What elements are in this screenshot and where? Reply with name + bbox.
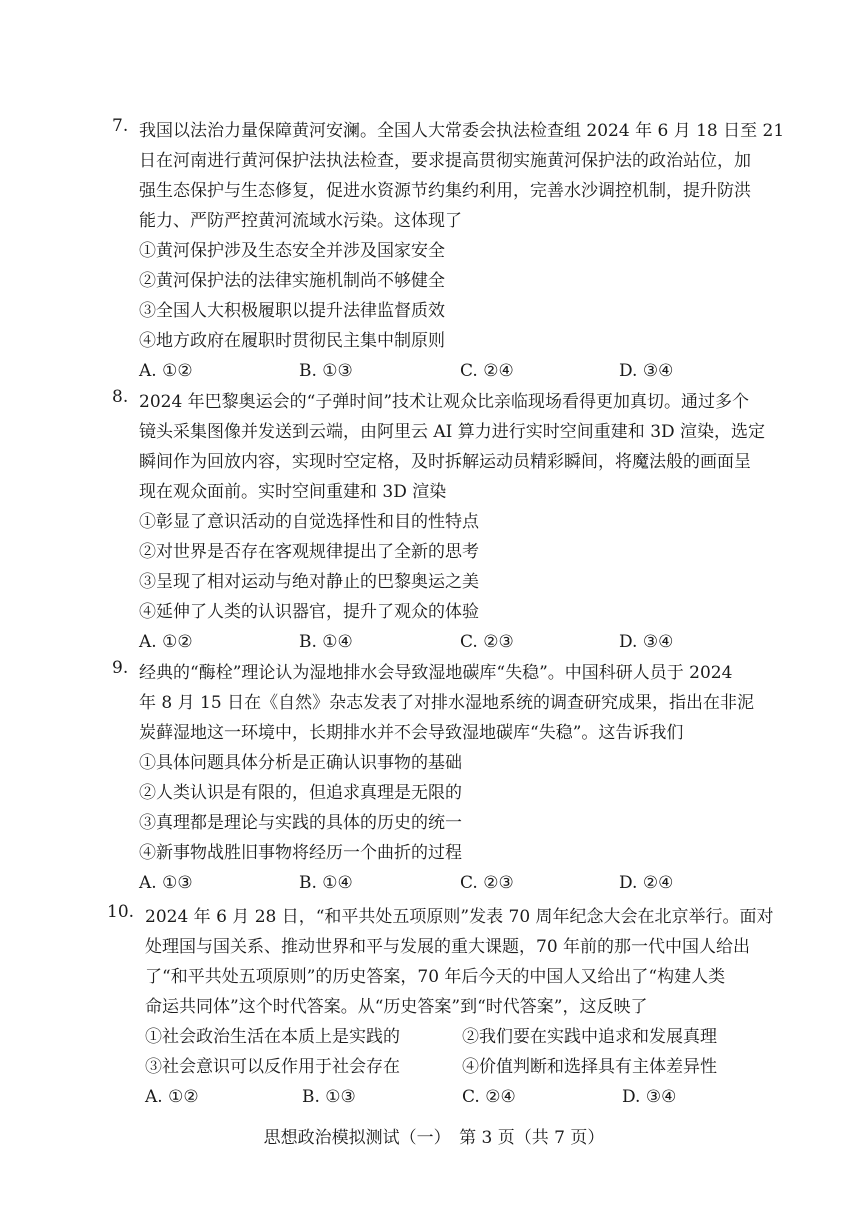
question-number: 9. (112, 658, 129, 678)
statement-item: ①具体问题具体分析是正确认识事物的基础 (139, 753, 462, 773)
choice-c: C. ②③ (460, 632, 514, 652)
stem-line: 了“和平共处五项原则”的历史答案，70 年后今天的中国人又给出了“构建人类 (145, 967, 726, 987)
choice-b: B. ①④ (299, 632, 353, 652)
choice-c: C. ②④ (460, 361, 514, 381)
choice-a: A. ①② (139, 361, 193, 381)
statement-list (112, 748, 772, 868)
statement-item: ②对世界是否存在客观规律提出了全新的思考 (139, 542, 479, 562)
statement-item: ②人类认识是有限的，但追求真理是无限的 (139, 783, 462, 803)
choice-d: D. ②④ (619, 873, 674, 893)
statement-item: ④延伸了人类的认识器官，提升了观众的体验 (139, 602, 479, 622)
choice-b: B. ①③ (302, 1087, 356, 1107)
statement-item: ②黄河保护法的法律实施机制尚不够健全 (139, 271, 445, 291)
stem-line: 年 8 月 15 日在《自然》杂志发表了对排水湿地系统的调查研究成果，指出在非泥 (139, 693, 755, 713)
statement-item: ③全国人大积极履职以提升法律监督质效 (139, 301, 445, 321)
statement-list (112, 236, 772, 356)
statement-item: ①彰显了意识活动的自觉选择性和目的性特点 (139, 512, 479, 532)
stem-line: 强生态保护与生态修复，促进水资源节约集约利用，完善水沙调控机制，提升防洪 (139, 181, 751, 201)
choice-d: D. ③④ (622, 1087, 677, 1107)
question-number: 7. (112, 116, 129, 136)
question-number: 10. (107, 902, 135, 922)
choice-c: C. ②③ (460, 873, 514, 893)
statement-item: ①社会政治生活在本质上是实践的 (145, 1027, 400, 1047)
choice-b: B. ①④ (299, 873, 353, 893)
choice-a: A. ①③ (139, 873, 193, 893)
stem-line: 日在河南进行黄河保护法执法检查，要求提高贯彻实施黄河保护法的政治站位，加 (139, 151, 751, 171)
answer-choices (112, 627, 772, 657)
statement-item: ③社会意识可以反作用于社会存在 (145, 1057, 400, 1077)
stem-line: 处理国与国关系、推动世界和平与发展的重大课题，70 年前的那一代中国人给出 (145, 937, 751, 957)
stem-line: 2024 年巴黎奥运会的“子弹时间”技术让观众比亲临现场看得更加真切。通过多个 (139, 392, 750, 412)
stem-line: 我国以法治力量保障黄河安澜。全国人大常委会执法检查组 2024 年 6 月 18 日至 21 (139, 121, 785, 141)
stem-line: 命运共同体”这个时代答案。从“历史答案”到“时代答案”，这反映了 (145, 997, 648, 1017)
statement-item: ④地方政府在履职时贯彻民主集中制原则 (139, 331, 445, 351)
choice-b: B. ①③ (299, 361, 353, 381)
stem-line: 现在观众面前。实时空间重建和 3D 渲染 (139, 482, 447, 502)
statement-item: ④价值判断和选择具有主体差异性 (462, 1057, 717, 1077)
question-stem (112, 387, 772, 507)
answer-choices (112, 868, 772, 898)
statement-item: ①黄河保护涉及生态安全并涉及国家安全 (139, 241, 445, 261)
stem-line: 炭藓湿地这一环境中，长期排水并不会导致湿地碳库“失稳”。这告诉我们 (139, 723, 684, 743)
question-stem (112, 902, 772, 1022)
stem-line: 瞬间作为回放内容，实现时空定格，及时拆解运动员精彩瞬间，将魔法般的画面呈 (139, 452, 751, 472)
question-10 (107, 902, 774, 1112)
statement-item: ④新事物战胜旧事物将经历一个曲折的过程 (139, 843, 462, 863)
question-stem (112, 658, 772, 748)
answer-choices (112, 1082, 772, 1112)
statement-item: ②我们要在实践中追求和发展真理 (462, 1027, 717, 1047)
choice-a: A. ①② (139, 632, 193, 652)
stem-line: 经典的“酶栓”理论认为湿地排水会导致湿地碳库“失稳”。中国科研人员于 2024 (139, 663, 733, 683)
question-stem (112, 116, 785, 236)
choice-c: C. ②④ (462, 1087, 516, 1107)
question-9 (112, 658, 772, 898)
stem-line: 2024 年 6 月 28 日，“和平共处五项原则”发表 70 周年纪念大会在北京举行。面对 (145, 907, 774, 927)
statement-item: ③真理都是理论与实践的具体的历史的统一 (139, 813, 462, 833)
question-7 (112, 116, 785, 386)
choice-d: D. ③④ (619, 361, 674, 381)
statement-row (112, 1052, 772, 1082)
choice-d: D. ③④ (619, 632, 674, 652)
stem-line: 能力、严防严控黄河流域水污染。这体现了 (139, 211, 462, 231)
statement-item: ③呈现了相对运动与绝对静止的巴黎奥运之美 (139, 572, 479, 592)
stem-line: 镜头采集图像并发送到云端，由阿里云 AI 算力进行实时空间重建和 3D 渲染，选定 (139, 422, 766, 442)
statement-row (112, 1022, 772, 1052)
choice-a: A. ①② (145, 1087, 199, 1107)
answer-choices (112, 356, 772, 386)
question-8 (112, 387, 772, 657)
statement-list (112, 507, 772, 627)
question-number: 8. (112, 387, 129, 407)
page-footer: 思想政治模拟测试（一） 第 3 页（共 7 页） (263, 1128, 605, 1148)
